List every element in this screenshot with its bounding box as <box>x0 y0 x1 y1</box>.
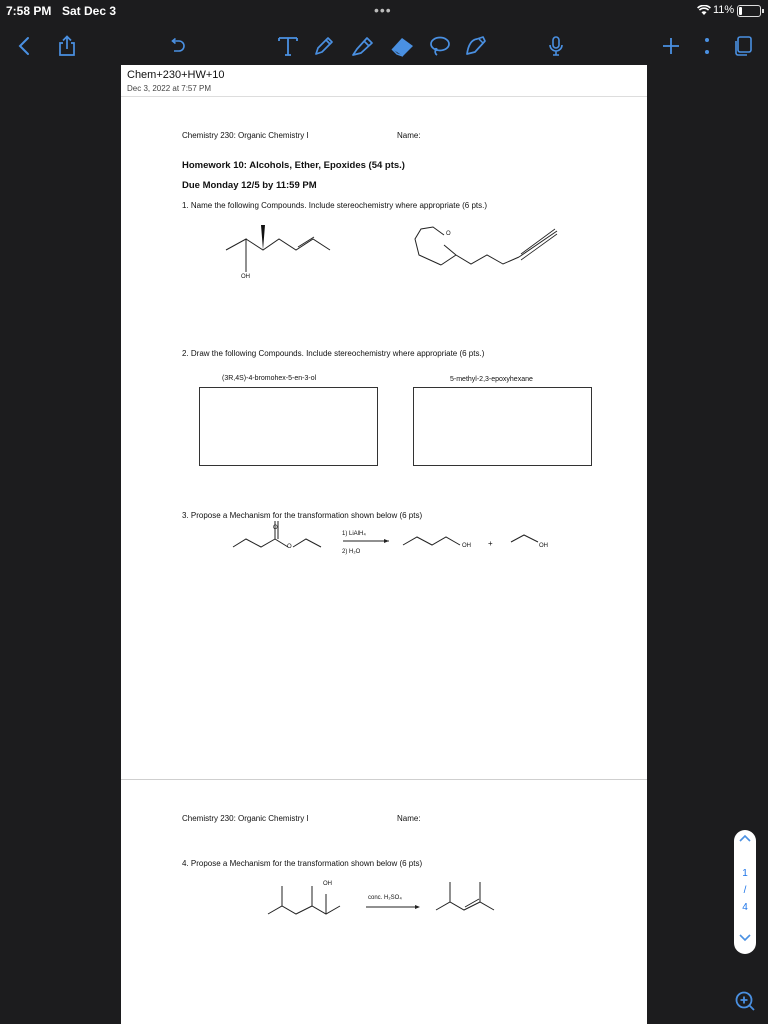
q4-reagent-label: conc. H₂SO₄ <box>368 895 402 901</box>
q3-product-2-hydroxyl: OH <box>539 543 548 549</box>
page-thumbnails-icon[interactable] <box>731 28 755 64</box>
page-down-icon[interactable] <box>734 934 756 945</box>
lasso-icon[interactable] <box>426 28 454 64</box>
battery-percent: 11% <box>713 4 735 16</box>
q1-hydroxyl-label: OH <box>241 274 250 280</box>
q3-reagent-step-1: 1) LiAlH₄ <box>342 531 366 537</box>
undo-icon[interactable] <box>166 28 188 64</box>
name-label: Name: <box>397 131 421 140</box>
highlighter-icon[interactable] <box>349 28 377 64</box>
question-1: 1. Name the following Compounds. Include stereochemistry where appropriate (6 pts.) <box>182 201 488 210</box>
question-4: 4. Propose a Mechanism for the transformation shown below (6 pts) <box>182 859 423 868</box>
q1-structure-b <box>411 217 561 272</box>
q2-compound-b-label: 5-methyl-2,3-epoxyhexane <box>450 376 533 383</box>
q2-compound-a-label: (3R,4S)-4-bromohex-5-en-3-ol <box>222 375 317 382</box>
q3-reagent-step-2: 2) H₂O <box>342 549 361 555</box>
question-3: 3. Propose a Mechanism for the transformation shown below (6 pts) <box>182 511 423 520</box>
shape-icon[interactable] <box>462 28 490 64</box>
header-divider <box>121 96 647 97</box>
q2-answer-box-b[interactable] <box>413 387 592 466</box>
q2-answer-box-a[interactable] <box>199 387 378 466</box>
page-up-icon[interactable] <box>734 834 756 845</box>
page-navigator <box>734 830 756 954</box>
status-bar <box>0 0 768 22</box>
note-page[interactable] <box>121 65 647 1024</box>
q3-plus-sign: + <box>488 539 493 548</box>
course-label-page-2: Chemistry 230: Organic Chemistry I <box>182 814 309 823</box>
status-time: 7:58 PM <box>6 4 52 18</box>
due-date: Due Monday 12/5 by 11:59 PM <box>182 180 317 191</box>
toolbar <box>0 28 768 66</box>
q3-product-1-hydroxyl: OH <box>462 543 471 549</box>
name-label-page-2: Name: <box>397 814 421 823</box>
battery-icon <box>737 5 761 17</box>
total-pages: 4 <box>742 902 748 913</box>
wifi-icon <box>697 3 711 21</box>
eraser-icon[interactable] <box>386 28 418 64</box>
more-icon[interactable] <box>700 28 714 64</box>
q3-reaction-scheme <box>231 495 551 555</box>
microphone-icon[interactable] <box>545 28 567 64</box>
q4-hydroxyl-label: OH <box>323 881 332 887</box>
share-icon[interactable] <box>55 28 79 64</box>
status-date: Sat Dec 3 <box>62 4 117 18</box>
note-date: Dec 3, 2022 at 7:57 PM <box>127 84 212 93</box>
q3-carbonyl-oxygen-label: O <box>273 525 278 531</box>
zoom-in-icon[interactable] <box>734 990 756 1012</box>
back-chevron-icon[interactable] <box>14 28 34 64</box>
homework-title: Homework 10: Alcohols, Ether, Epoxides (54 pts.) <box>182 160 405 171</box>
note-title: Chem+230+HW+10 <box>127 69 225 81</box>
text-tool-icon[interactable] <box>276 28 300 64</box>
q1-ether-oxygen-label: O <box>446 231 451 237</box>
pen-icon[interactable] <box>311 28 337 64</box>
question-2: 2. Draw the following Compounds. Include stereochemistry where appropriate (6 pts.) <box>182 349 485 358</box>
add-page-icon[interactable] <box>660 28 682 64</box>
course-label: Chemistry 230: Organic Chemistry I <box>182 131 309 140</box>
current-page: 1 <box>742 868 748 879</box>
multitasking-dots-icon[interactable]: ••• <box>374 2 392 18</box>
page-separator: / <box>743 885 747 896</box>
q3-ester-oxygen-label: O <box>287 544 292 550</box>
page-break <box>121 779 647 780</box>
